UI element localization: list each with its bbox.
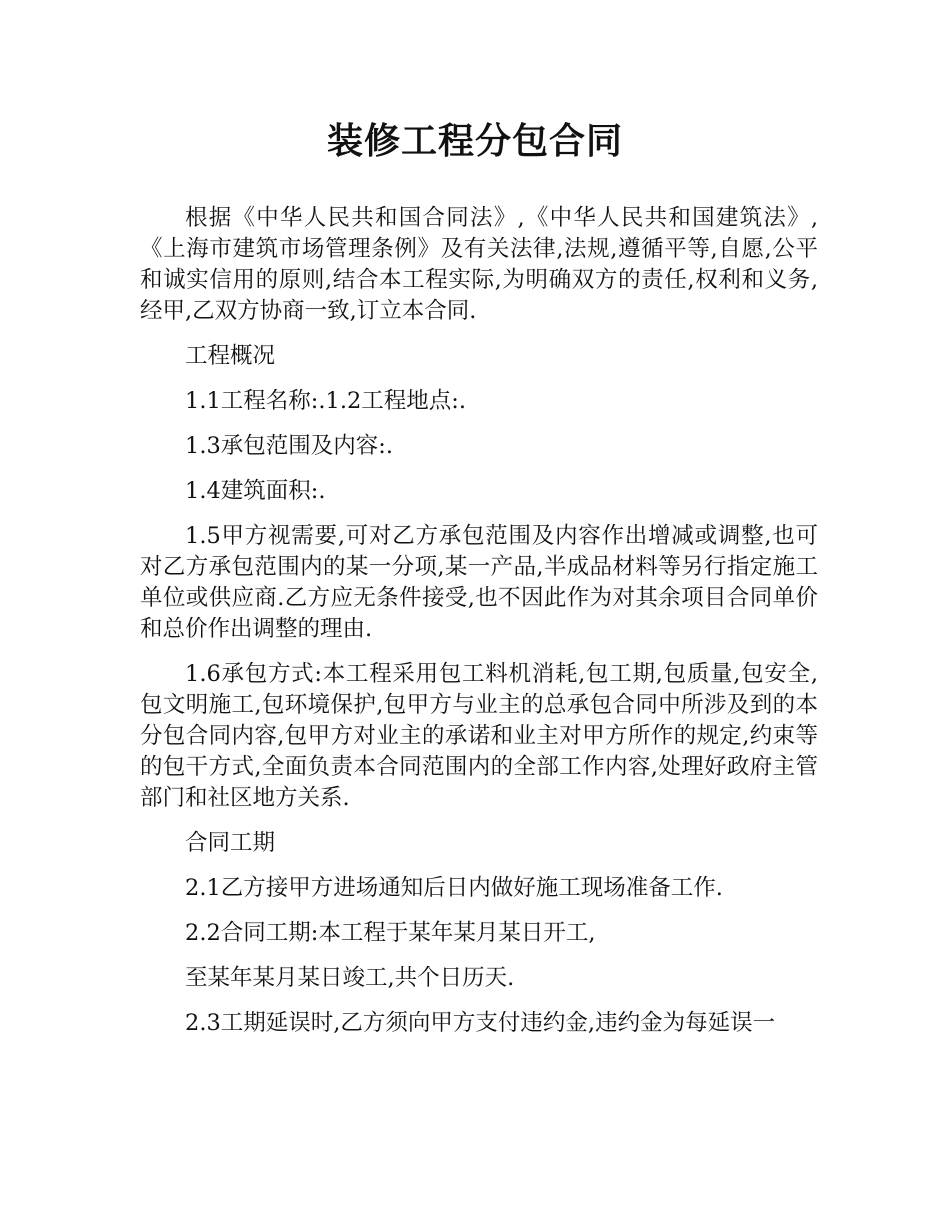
document-body bbox=[140, 203, 818, 1053]
document-title: 装修工程分包合同 bbox=[326, 121, 623, 162]
section-heading-project-overview: 工程概况 bbox=[185, 343, 276, 369]
clause-2-3: 2.3工期延误时,乙方须向甲方支付违约金,违约金为每延误一 bbox=[185, 1010, 776, 1036]
clause-1-3: 1.3承包范围及内容:. bbox=[185, 433, 394, 459]
clause-1-1-1-2: 1.1工程名称:.1.2工程地点:. bbox=[185, 388, 467, 414]
clause-2-2: 2.2合同工期:本工程于某年某月某日开工, bbox=[185, 920, 596, 946]
clause-2-1: 2.1乙方接甲方进场通知后日内做好施工现场准备工作. bbox=[185, 875, 723, 901]
clause-1-6: 1.6承包方式:本工程采用包工料机消耗,包工期,包质量,包安全,包文明施工,包环境保护,包甲方与业主的总承包合同中所涉及到的本分包合同内容,包甲方对业主的承诺和业主对甲方所作的规定,约束等的包干方式,全面负责本合同范围内的全部工作内容,处理好政府主管部门和社区地方关系. bbox=[140, 661, 818, 811]
intro-paragraph: 根据《中华人民共和国合同法》,《中华人民共和国建筑法》,《上海市建筑市场管理条例》及有关法律,法规,遵循平等,自愿,公平和诚实信用的原则,结合本工程实际,为明确双方的责任,权利和义务,经甲,乙双方协商一致,订立本合同. bbox=[140, 205, 818, 324]
clause-1-4: 1.4建筑面积:. bbox=[185, 478, 326, 504]
clause-2-2-continued: 至某年某月某日竣工,共个日历天. bbox=[185, 965, 515, 991]
section-heading-contract-period: 合同工期 bbox=[185, 830, 276, 856]
clause-1-5: 1.5甲方视需要,可对乙方承包范围及内容作出增减或调整,也可对乙方承包范围内的某一分项,某一产品,半成品材料等另行指定施工单位或供应商.乙方应无条件接受,也不因此作为对其余项目合同单价和总价作出调整的理由. bbox=[140, 523, 818, 642]
